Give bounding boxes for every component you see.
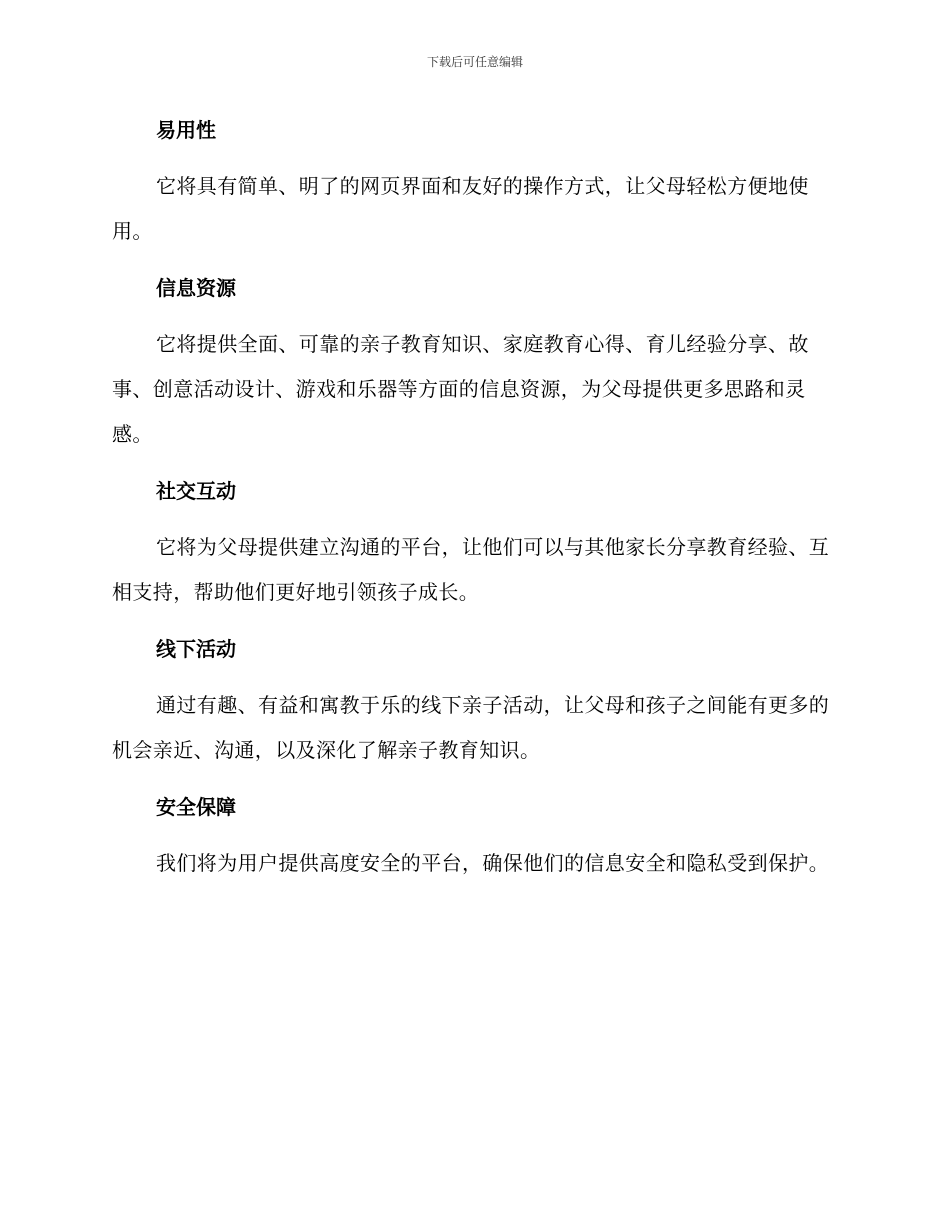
section-usability	[112, 108, 832, 254]
document-content	[112, 108, 832, 898]
page-header: 下载后可任意编辑	[426, 55, 523, 69]
section-title: 线下活动	[156, 637, 236, 661]
section-title: 社交互动	[156, 479, 236, 503]
section-social-interaction	[112, 469, 832, 615]
section-title: 信息资源	[156, 276, 236, 300]
section-body: 我们将为用户提供高度安全的平台，确保他们的信息安全和隐私受到保护。	[156, 851, 830, 875]
section-body: 它将为父母提供建立沟通的平台，让他们可以与其他家长分享教育经验、互相支持，帮助他们更好地引领孩子成长。	[112, 535, 830, 604]
section-body: 它将提供全面、可靠的亲子教育知识、家庭教育心得、育儿经验分享、故事、创意活动设计、游戏和乐器等方面的信息资源，为父母提供更多思路和灵感。	[112, 332, 809, 446]
section-offline-activities	[112, 627, 832, 773]
section-body: 通过有趣、有益和寓教于乐的线下亲子活动，让父母和孩子之间能有更多的机会亲近、沟通，以及深化了解亲子教育知识。	[112, 693, 830, 762]
section-security	[112, 785, 832, 886]
section-body: 它将具有简单、明了的网页界面和友好的操作方式，让父母轻松方便地使用。	[112, 174, 809, 243]
section-title: 易用性	[156, 118, 216, 142]
section-information-resources	[112, 266, 832, 457]
section-title: 安全保障	[156, 795, 236, 819]
